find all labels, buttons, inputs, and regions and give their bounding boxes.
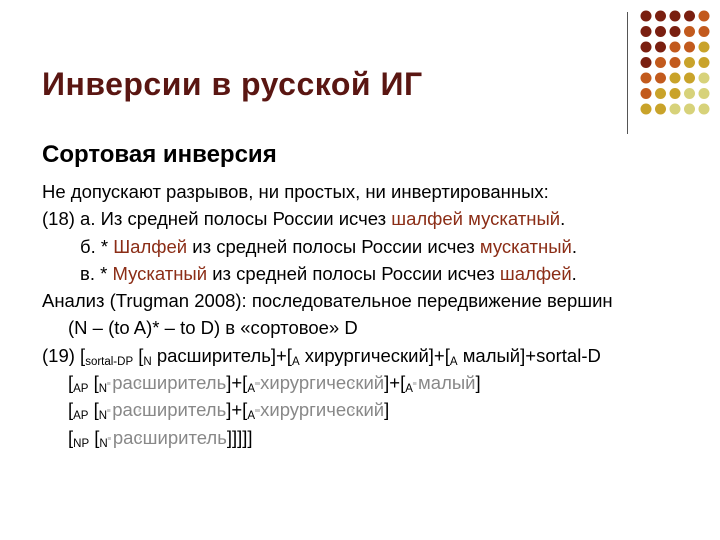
intro-line: Не допускают разрывов, ни простых, ни инвертированных:: [42, 181, 549, 202]
decorative-dot: [684, 11, 695, 22]
decorative-dot: [684, 88, 695, 99]
decorative-dot: [684, 42, 695, 53]
decorative-dot: [670, 104, 681, 115]
decorative-dot: [699, 57, 710, 68]
decorative-dot: [684, 104, 695, 115]
moved-word-trace: хирургический: [254, 372, 385, 394]
decorative-dot: [641, 26, 652, 37]
decorative-dot: [670, 57, 681, 68]
decorative-dot: [655, 42, 666, 53]
example-19-line-4: [$_{NP}$ [$_N$ расширитель]]]]]: [68, 426, 253, 450]
decorative-dot: [670, 11, 681, 22]
decorative-dot: [699, 11, 710, 22]
decorative-dot: [699, 73, 710, 84]
decorative-dot: [684, 73, 695, 84]
highlight-noun: шалфей: [499, 262, 572, 284]
decorative-dot: [655, 26, 666, 37]
decorative-dot: [641, 88, 652, 99]
slide-subtitle: Сортовая инверсия: [42, 141, 277, 168]
example-19-line-3: [$_{AP}$ [$_N$ $расширитель]+[_A$ хирургический]: [68, 399, 390, 423]
highlight-phrase: шалфей мускатный: [391, 208, 561, 230]
analysis-line-2: (N – (to A)* – to D) в «сортовое» D: [68, 317, 358, 339]
decorative-dot: [670, 26, 681, 37]
example-18a: (18) а. Из средней полосы России исчез шалфей мускатный.: [42, 208, 566, 230]
decorative-dot: [699, 42, 710, 53]
decorative-vertical-line: [627, 12, 628, 134]
moved-word-trace: хирургический: [254, 399, 385, 421]
decorative-dot: [684, 26, 695, 37]
example-18b: б. * Шалфей из средней полосы России исчез мускатный.: [80, 235, 577, 257]
decorative-dot: [655, 11, 666, 22]
decorative-dot: [641, 104, 652, 115]
highlight-adjective: Мускатный: [112, 262, 208, 284]
moved-word-trace: расширитель: [107, 372, 227, 394]
decorative-dot: [699, 88, 710, 99]
decorative-dot: [670, 73, 681, 84]
moved-word-trace: расширитель: [107, 426, 227, 448]
decorative-dot: [699, 104, 710, 115]
decorative-dot: [699, 26, 710, 37]
decorative-dot: [655, 104, 666, 115]
decorative-dot: [670, 42, 681, 53]
moved-word-trace: расширитель: [107, 399, 227, 421]
decorative-dot: [641, 42, 652, 53]
example-19-line-2: [$_{AP}$ [$_N$ $расширитель]+[_A$ $хирургический]+[_A$ малый]: [68, 372, 481, 396]
example-19-line-1: (19) [$_{sortal-DP}$ [$_N$ $расширитель]+[_A$ $хирургический]+[_A$ малый]+sortal-D: [42, 344, 601, 368]
decorative-dot: [655, 73, 666, 84]
slide-title: Инверсии в русской ИГ: [42, 66, 423, 102]
analysis-line-1: Анализ (Trugman 2008): последовательное передвижение вершин: [42, 290, 613, 312]
decorative-dot: [684, 57, 695, 68]
highlight-adjective: мускатный: [479, 235, 572, 257]
slide-body: [42, 178, 712, 451]
moved-word-trace: малый: [412, 372, 476, 394]
decorative-dot: [655, 57, 666, 68]
decorative-dot: [641, 57, 652, 68]
decorative-dot-grid: [640, 10, 710, 120]
decorative-dot: [641, 11, 652, 22]
decorative-dot: [641, 73, 652, 84]
example-18c: в. * Мускатный из средней полосы России исчез шалфей.: [80, 262, 577, 284]
decorative-dot: [655, 88, 666, 99]
highlight-noun: Шалфей: [113, 235, 188, 257]
decorative-dot: [670, 88, 681, 99]
